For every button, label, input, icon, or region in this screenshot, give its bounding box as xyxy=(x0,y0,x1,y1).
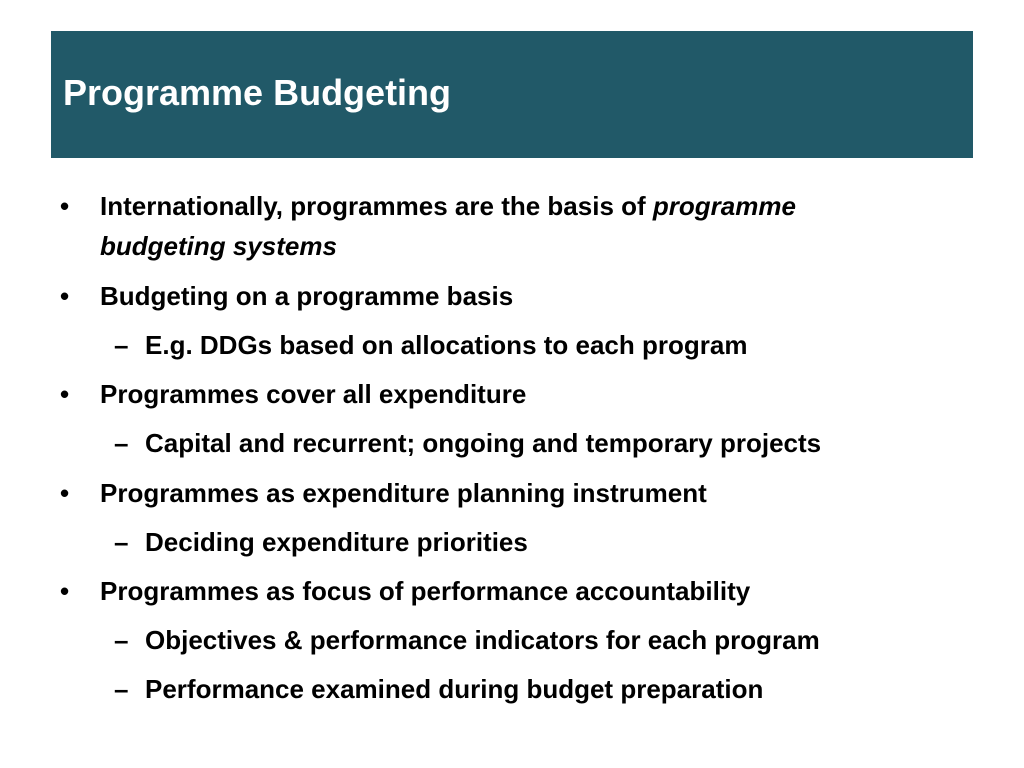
bullet-1-italic-text: programme xyxy=(652,191,796,221)
bullet-marker: • xyxy=(60,379,70,409)
bullet-4-sub-1: Deciding expenditure priorities xyxy=(145,527,528,557)
bullet-3-text: Programmes cover all expenditure xyxy=(100,379,527,409)
bullet-marker: • xyxy=(60,281,70,311)
sub-bullet-marker: – xyxy=(114,674,129,704)
bullet-5-sub-2: Performance examined during budget preparation xyxy=(145,674,764,704)
bullet-1-line-1 xyxy=(100,189,796,223)
bullet-marker: • xyxy=(60,478,70,508)
bullet-1-line-2: budgeting systems xyxy=(100,231,337,261)
bullet-5-text: Programmes as focus of performance accountability xyxy=(100,576,751,606)
slide-title: Programme Budgeting xyxy=(63,72,452,113)
bullet-2-text: Budgeting on a programme basis xyxy=(100,281,514,311)
sub-bullet-marker: – xyxy=(114,625,129,655)
bullet-marker: • xyxy=(60,576,70,606)
bullet-1-text: Internationally, programmes are the basis of xyxy=(100,191,653,221)
bullet-5-sub-1: Objectives & performance indicators for each program xyxy=(145,625,820,655)
bullet-2-sub-1: E.g. DDGs based on allocations to each program xyxy=(145,330,748,360)
bullet-marker: • xyxy=(60,191,70,221)
sub-bullet-marker: – xyxy=(114,330,129,360)
bullet-3-sub-1: Capital and recurrent; ongoing and temporary projects xyxy=(145,428,822,458)
sub-bullet-marker: – xyxy=(114,527,129,557)
bullet-4-text: Programmes as expenditure planning instrument xyxy=(100,478,707,508)
sub-bullet-marker: – xyxy=(114,428,129,458)
